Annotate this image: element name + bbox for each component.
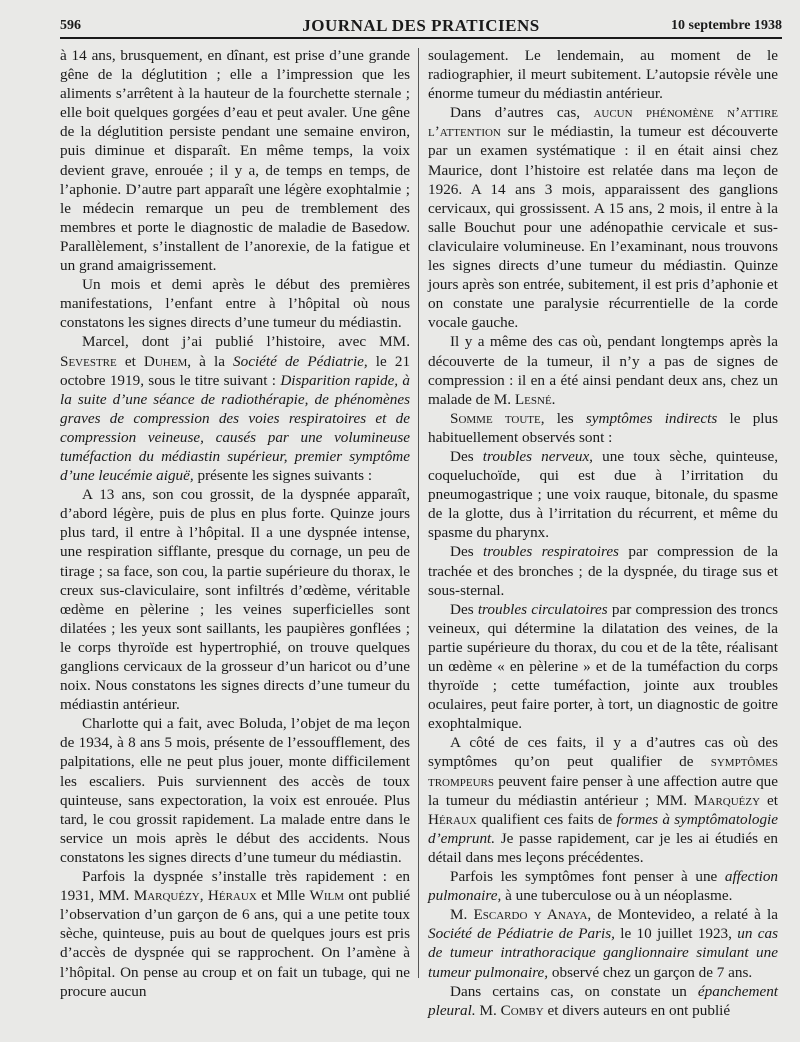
author-name: Héraux (428, 810, 477, 828)
column-divider (418, 48, 419, 978)
text-run: par compression de la trachée et des bronches ; de la dyspnée, du tirage sus et sous-sternal. (428, 543, 778, 599)
paragraph (428, 103, 778, 332)
paragraph (428, 409, 778, 447)
emphasis-smallcaps: aucun phénomène n’attire l’attention (428, 104, 779, 141)
text-run: une toux sèche, quinteuse, coqueluchoïde, qui est due à l’irritation du pneumogastrique ; une voix rauque, bitonale, du spasme de la glotte, dus à l’irritation du récurrent, et même du spasme du pharynx. (428, 447, 778, 542)
text-run: à une tuberculose ou à un néoplasme. (505, 887, 733, 905)
author-name: Sevestre (60, 352, 117, 370)
text-run: M. (450, 906, 468, 924)
paragraph (428, 905, 778, 981)
author-name: Escardo y Anaya, (473, 906, 592, 924)
text-run: et (767, 791, 778, 809)
left-column (60, 46, 410, 1001)
emphasis-italic: symptômes indirects (585, 409, 718, 427)
text-run: qualifient ces faits de (481, 810, 613, 828)
author-name: Wilm (309, 887, 344, 905)
header-rule (60, 37, 782, 39)
text-run: Parfois les symptômes font penser à une (450, 868, 718, 886)
paragraph (428, 600, 778, 734)
text-run: le plus habituellement observés sont : (428, 409, 779, 446)
article-title: Disparition rapide, à la suite d’une séance de radiothérapie, de phénomènes graves de compression des voies respiratoires et de compression veineuse, causés par une volumineuse tuméfaction du médiastin supérieur, premier symptôme d’une leucémie aiguë, (60, 371, 410, 485)
paragraph (428, 447, 778, 542)
text-run: les (556, 409, 574, 427)
paragraph (428, 982, 778, 1020)
text-run: le 21 octobre 1919, sous le titre suivant : (60, 352, 411, 389)
right-column (428, 46, 778, 1020)
paragraph: soulagement. Le lendemain, au moment de le radiographier, il meurt subitement. L’autopsie révèle une énorme tumeur du médiastin antérieur. (428, 47, 778, 103)
paragraph (428, 733, 778, 867)
paragraph: à 14 ans, brusquement, en dînant, est prise d’une grande gêne de la déglutition ; elle a l’impression que les aliments s’arrêtent à la hauteur de la fourchette sternale ; elle boit quelques gorgées d’eau et peut avaler. Une gêne de la déglutition persiste pendant une semaine environ, puis diminue et disparaît. En même temps, la voix devient grave, enrouée ; il y a, de temps en temps, de l’aphonie. D’autre part apparaît une légère exophtalmie ; le médecin remarque un peu de tremblement des membres et porte le diagnostic de maladie de Basedow. Parallèlement, s’installent de l’anorexie, de la fatigue et un grand amaigrissement. (60, 47, 410, 275)
society-name: Société de Pédiatrie de Paris, (428, 925, 615, 943)
text-run: et (124, 352, 136, 370)
paragraph (60, 332, 410, 485)
paragraph (428, 332, 778, 408)
author-name: Marquézy, (133, 887, 204, 905)
text-run: peuvent faire penser à une affection autre que la tumeur du médiastin antérieur ; MM. (428, 772, 779, 809)
paragraph (428, 867, 778, 905)
emphasis-italic: troubles respiratoires (483, 543, 619, 561)
text-run: et divers auteurs en ont publié (547, 1001, 731, 1019)
author-name: Marquézy (694, 791, 761, 809)
emphasis-italic: troubles nerveux, (482, 447, 593, 465)
paragraph (428, 542, 778, 599)
text-run: Dans certains cas, on constate un (450, 982, 687, 1000)
text-run: Je passe rapidement, car je les ai étudiés en détail dans mes leçons précédentes. (428, 829, 779, 866)
text-run: ont publié l’observation d’un garçon de 6 ans, qui a une petite toux sèche, quinteuse, puis au bout de quelques jours est pris d’accès de dyspnée qui se rapprochent. On l’amène à l’hôpital. On pense au croup et on fait un tubage, qui ne procure aucun (60, 887, 411, 1000)
text-run: Des (450, 447, 474, 465)
society-name: Société de Pédiatrie, (233, 352, 368, 370)
emphasis-italic: formes à symptômatologie d’emprunt. (428, 810, 779, 847)
text-run: présente les signes suivants : (197, 467, 373, 485)
text-run: par compression des troncs veineux, qui détermine la dilatation des veines, de la partie supérieure du thorax, du cou et de la tête, réalisant un œdème « en pèlerine » et de la tuméfaction du corps thyroïde ; cette tuméfaction, jointe aux troubles oculaires, peut faire porter, à tort, un diagnostic de goitre exophtalmique. (428, 600, 778, 733)
emphasis-smallcaps: Somme toute, (450, 409, 545, 427)
emphasis-smallcaps: symptômes trompeurs (428, 753, 778, 790)
author-name: Comby (500, 1001, 544, 1019)
text-run: M. (479, 1001, 497, 1019)
text-run: et Mlle (261, 887, 306, 905)
journal-title: JOURNAL DES PRATICIENS (302, 16, 540, 35)
author-name: Duhem, (143, 352, 192, 370)
paragraph: A 13 ans, son cou grossit, de la dyspnée apparaît, d’abord légère, puis de plus en plus forte. Quinze jours plus tard, il entre à l’hôpital. Il a une dyspnée intense, une respiration sifflante, presque du cornage, un peu de tirage ; sa face, son cou, la partie supérieure du thorax, le creux sus-claviculaire, sont infiltrés d’œdème, véritable œdème en pèlerine ; les veines superficielles sont dilatées ; les yeux sont saillants, les paupières gonflées ; le corps thyroïde est hypertrophié, on trouve quelques ganglions cervicaux de la grosseur d’un haricot ou d’une noix. Nous constatons les signes directs d’une tumeur du médiastin antérieur. (60, 486, 410, 714)
text-run: Dans d’autres cas, (450, 104, 581, 122)
text-run: observé chez un garçon de 7 ans. (551, 963, 753, 981)
page-number: 596 (60, 18, 81, 33)
text-run: le 10 juillet 1923, (620, 925, 732, 943)
paragraph (60, 867, 410, 1001)
text-run: Des (450, 543, 474, 561)
paragraph: Un mois et demi après le début des premières manifestations, l’enfant entre à l’hôpital où nous constatons les signes directs d’une tumeur du médiastin. (60, 276, 410, 332)
text-run: Parfois la dyspnée s’installe très rapidement : en 1931, MM. (60, 868, 410, 905)
emphasis-italic: épanchement pleural. (428, 982, 779, 1019)
author-name: Lesné. (514, 390, 556, 408)
text-run: Il y a même des cas où, pendant longtemps après la découverte de la tumeur, il n’y a pas de signes de compression : il en a été ainsi pendant deux ans, chez un malade de M. (428, 333, 778, 408)
text-run: Marcel, dont j’ai publié l’histoire, avec MM. (82, 333, 410, 351)
text-run: A côté de ces faits, il y a d’autres cas où des symptômes qu’on peut qualifier de (428, 734, 778, 771)
paragraph: Charlotte qui a fait, avec Boluda, l’objet de ma leçon de 1934, à 8 ans 5 mois, présente de l’essoufflement, des palpitations, elle ne peut plus jouer, monte difficilement les escaliers. Puis surviennent des accès de toux quinteuse, sans expectoration, la voix est enrouée. Plus tard, le cou grossit rapidement. La malade entre dans le service un mois après le début des accidents. Nous constatons les signes directs d’une tumeur du médiastin. (60, 715, 410, 866)
article-title: un cas de tumeur intrathoracique ganglionnaire simulant une tumeur pulmonaire, (428, 925, 779, 981)
emphasis-italic: affection pulmonaire, (428, 868, 779, 905)
text-run: à la (199, 352, 225, 370)
author-name: Héraux (207, 887, 257, 905)
text-run: Des (450, 600, 474, 618)
issue-date: 10 septembre 1938 (671, 18, 782, 33)
emphasis-italic: troubles circulatoires (477, 600, 608, 618)
text-run: de Montevideo, a relaté à la (597, 906, 779, 924)
text-run: sur le médiastin, la tumeur est découverte par un examen systématique : il en était ainsi chez Maurice, dont l’histoire est relatée dans ma leçon de 1926. A 14 ans 3 mois, apparaissent des ganglions cervicaux, qui grossissent. A 15 ans, 2 mois, il entre à la salle Bouchut pour une adénopathie cervicale et sus-claviculaire volumineuse. En l’examinant, nous trouvons les signes directs d’une tumeur du médiastin. Quinze jours après son entrée, subitement, il est pris d’aphonie et on constate une paralysie récurrentielle de la corde vocale gauche. (428, 123, 779, 332)
